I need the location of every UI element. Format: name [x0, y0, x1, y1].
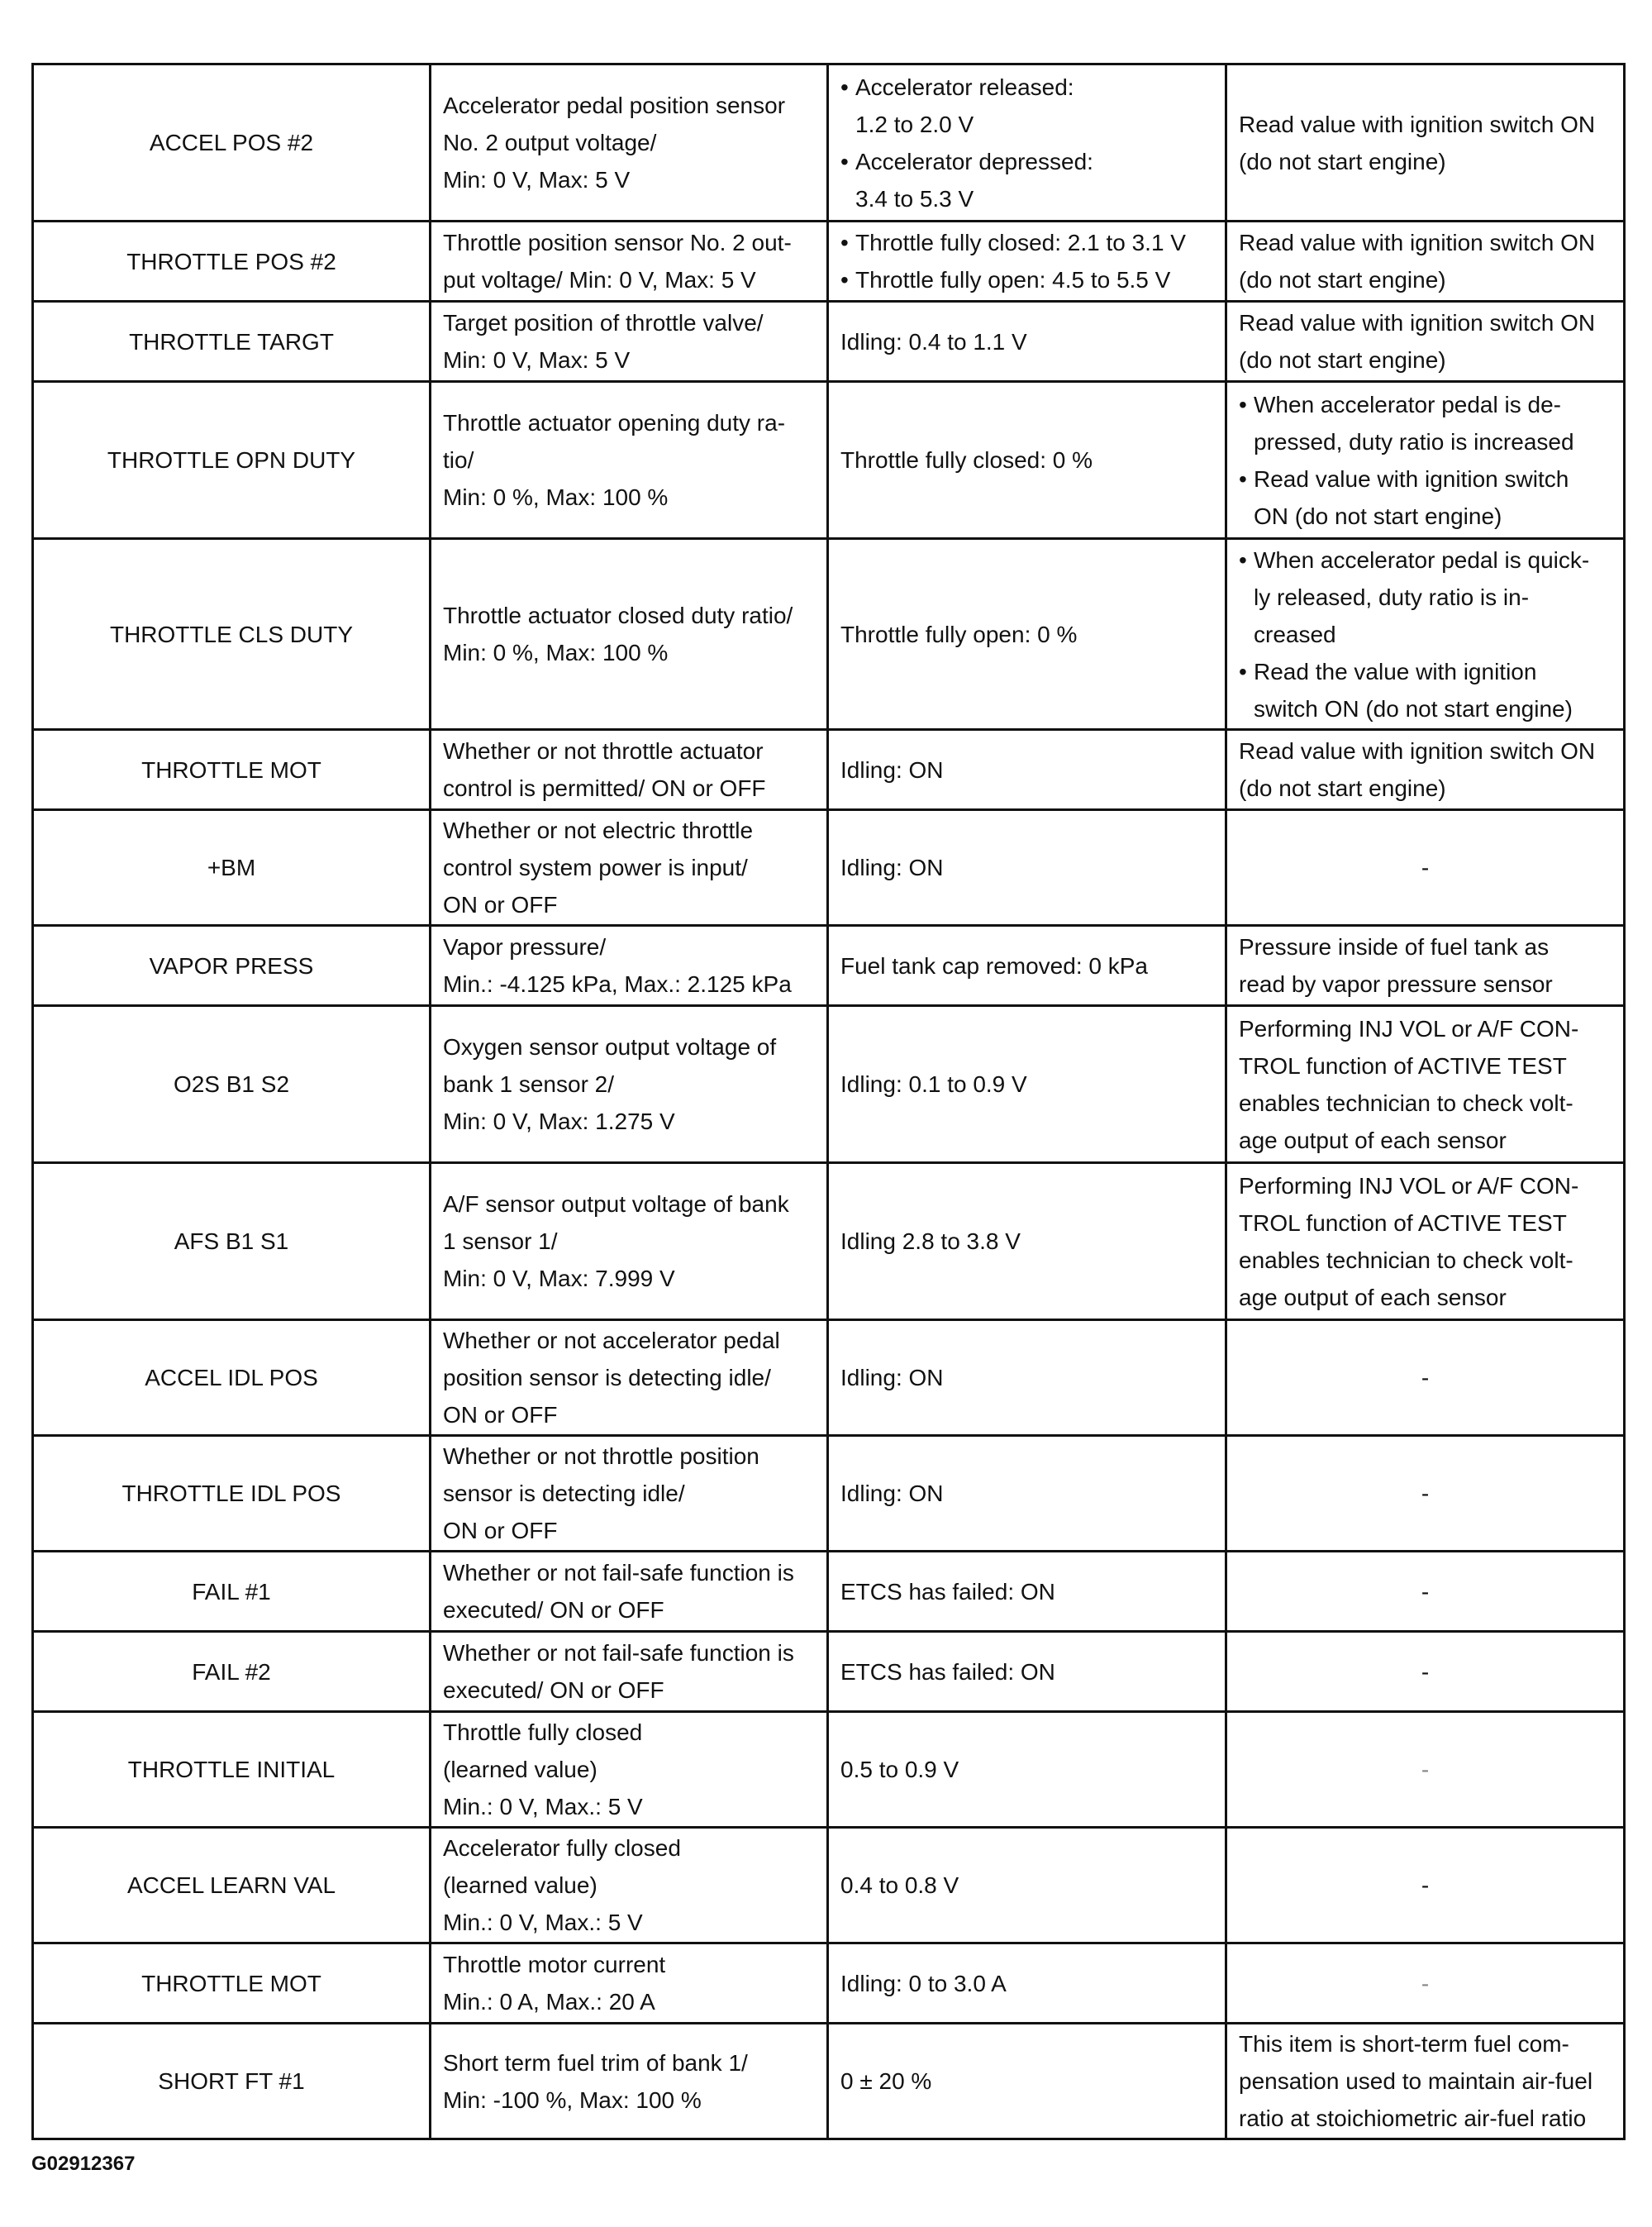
diagnostic-note-cell — [1226, 302, 1625, 382]
text-line: Idling: 0.1 to 0.9 V — [840, 1071, 1027, 1097]
text-line: 1 sensor 1/ — [443, 1228, 558, 1254]
condition-cell — [828, 64, 1226, 222]
item-cell: FAIL #1 — [33, 1552, 431, 1632]
bullet-icon: • — [1239, 546, 1247, 573]
text-line: Whether or not electric throttle — [443, 818, 754, 843]
text-line: Read value with ignition switch ON — [1239, 230, 1596, 255]
text-line: TROL function of ACTIVE TEST — [1239, 1052, 1567, 1079]
measurement-cell — [431, 1163, 828, 1320]
condition-cell — [828, 222, 1226, 302]
figure-id: G02912367 — [31, 2153, 136, 2175]
diagnostic-note-cell: - — [1226, 1436, 1625, 1552]
item-cell: THROTTLE OPN DUTY — [33, 382, 431, 539]
text-line: age output of each sensor — [1239, 1284, 1507, 1310]
condition-cell — [828, 539, 1226, 730]
text-line: ON or OFF — [443, 892, 558, 918]
text-line: pressed, duty ratio is increased — [1254, 428, 1574, 455]
text-line: Min: 0 %, Max: 100 % — [443, 640, 669, 665]
text-line: Target position of throttle valve/ — [443, 310, 764, 336]
table-row — [33, 810, 1625, 926]
item-cell: THROTTLE MOT — [33, 730, 431, 810]
bullet-item — [840, 69, 1213, 143]
text-line: Min: 0 %, Max: 100 % — [443, 484, 669, 510]
bullet-text — [855, 143, 1213, 217]
bullet-text — [1254, 460, 1612, 535]
text-line: pensation used to maintain air-fuel — [1239, 2068, 1593, 2094]
text-line: executed/ ON or OFF — [443, 1677, 664, 1703]
text-line: Short term fuel trim of bank 1/ — [443, 2049, 748, 2076]
diagnostic-note-cell: - — [1226, 810, 1625, 926]
diagnostic-note-cell — [1226, 1163, 1625, 1320]
item-cell: ACCEL IDL POS — [33, 1320, 431, 1436]
text-line: Idling: ON — [840, 1365, 944, 1390]
text-line: Throttle fully closed — [443, 1719, 643, 1745]
text-line: Throttle position sensor No. 2 out- — [443, 230, 792, 255]
item-cell: ACCEL POS #2 — [33, 64, 431, 222]
text-line: Fuel tank cap removed: 0 kPa — [840, 952, 1148, 979]
condition-cell — [828, 1320, 1226, 1436]
text-line: Idling: ON — [840, 855, 944, 880]
text-line: Accelerator depressed: — [855, 148, 1093, 174]
bullet-icon: • — [840, 74, 849, 100]
text-line: ratio at stoichiometric air-fuel ratio — [1239, 2105, 1587, 2131]
condition-cell — [828, 730, 1226, 810]
text-line: creased — [1254, 621, 1336, 647]
text-line: No. 2 output voltage/ — [443, 130, 657, 155]
item-cell: THROTTLE MOT — [33, 1943, 431, 2024]
text-line: This item is short-term fuel com- — [1239, 2031, 1569, 2057]
condition-cell — [828, 2024, 1226, 2139]
text-line: When accelerator pedal is de- — [1254, 391, 1561, 417]
text-line: Idling: ON — [840, 1481, 944, 1506]
bullet-text — [1254, 653, 1612, 727]
bullet-icon: • — [1239, 658, 1247, 684]
text-line: Min: 0 V, Max: 5 V — [443, 347, 631, 373]
condition-cell — [828, 1552, 1226, 1632]
measurement-cell — [431, 1828, 828, 1943]
text-line: ETCS has failed: ON — [840, 1578, 1055, 1605]
text-line: Min: 0 V, Max: 1.275 V — [443, 1109, 675, 1134]
table-row — [33, 2024, 1625, 2139]
data-list-table — [31, 63, 1626, 2140]
text-line: Throttle actuator opening duty ra- — [443, 410, 786, 436]
text-line: (learned value) — [443, 1872, 597, 1898]
measurement-cell — [431, 539, 828, 730]
text-line: control system power is input/ — [443, 855, 748, 880]
measurement-cell — [431, 810, 828, 926]
text-line: Whether or not fail-safe function is — [443, 1560, 794, 1586]
bullet-item — [840, 261, 1213, 298]
text-line: control is permitted/ ON or OFF — [443, 775, 766, 801]
item-cell: O2S B1 S2 — [33, 1006, 431, 1163]
text-line: Whether or not accelerator pedal — [443, 1328, 780, 1353]
bullet-text — [855, 69, 1213, 143]
bullet-text — [855, 224, 1213, 261]
table-row — [33, 1712, 1625, 1828]
bullet-item — [840, 143, 1213, 217]
measurement-cell — [431, 926, 828, 1006]
item-cell: THROTTLE TARGT — [33, 302, 431, 382]
text-line: 1.2 to 2.0 V — [855, 111, 974, 137]
measurement-cell — [431, 1712, 828, 1828]
diagnostic-note-cell: - — [1226, 1943, 1625, 2024]
text-line: executed/ ON or OFF — [443, 1597, 664, 1623]
text-line: Min: 0 V, Max: 7.999 V — [443, 1266, 675, 1291]
text-line: ly released, duty ratio is in- — [1254, 584, 1530, 610]
item-cell: THROTTLE INITIAL — [33, 1712, 431, 1828]
measurement-cell — [431, 64, 828, 222]
text-line: Throttle fully open: 4.5 to 5.5 V — [855, 267, 1171, 293]
item-cell: THROTTLE POS #2 — [33, 222, 431, 302]
text-line: A/F sensor output voltage of bank — [443, 1191, 789, 1217]
text-line: enables technician to check volt- — [1239, 1247, 1573, 1273]
condition-cell — [828, 1943, 1226, 2024]
measurement-cell — [431, 730, 828, 810]
table-row — [33, 1943, 1625, 2024]
measurement-cell — [431, 2024, 828, 2139]
measurement-cell — [431, 1006, 828, 1163]
diagnostic-note-cell — [1226, 382, 1625, 539]
measurement-cell — [431, 1943, 828, 2024]
bullet-text — [1254, 541, 1612, 653]
bullet-item — [1239, 460, 1612, 535]
measurement-cell — [431, 222, 828, 302]
condition-cell — [828, 1712, 1226, 1828]
diagnostic-note-cell — [1226, 539, 1625, 730]
table-row — [33, 539, 1625, 730]
text-line: read by vapor pressure sensor — [1239, 971, 1553, 997]
measurement-cell — [431, 302, 828, 382]
text-line: Pressure inside of fuel tank as — [1239, 934, 1550, 960]
table-row — [33, 1436, 1625, 1552]
text-line: position sensor is detecting idle/ — [443, 1365, 771, 1390]
item-cell: +BM — [33, 810, 431, 926]
table-row — [33, 64, 1625, 222]
text-line: (do not start engine) — [1239, 775, 1446, 801]
text-line: Accelerator pedal position sensor — [443, 93, 786, 118]
item-cell: THROTTLE IDL POS — [33, 1436, 431, 1552]
bullet-item — [1239, 653, 1612, 727]
text-line: TROL function of ACTIVE TEST — [1239, 1209, 1567, 1236]
table-row — [33, 1006, 1625, 1163]
item-cell: SHORT FT #1 — [33, 2024, 431, 2139]
measurement-cell — [431, 1632, 828, 1712]
text-line: Min: -100 %, Max: 100 % — [443, 2086, 702, 2113]
text-line: sensor is detecting idle/ — [443, 1481, 685, 1506]
text-line: Throttle actuator closed duty ratio/ — [443, 603, 793, 628]
text-line: Whether or not fail-safe function is — [443, 1640, 794, 1666]
text-line: (do not start engine) — [1239, 347, 1446, 373]
text-line: Idling: ON — [840, 756, 944, 783]
bullet-item — [840, 224, 1213, 261]
text-line: Performing INJ VOL or A/F CON- — [1239, 1172, 1579, 1199]
diagnostic-note-cell: - — [1226, 1320, 1625, 1436]
text-line: Min.: 0 A, Max.: 20 A — [443, 1989, 655, 2015]
text-line: ON or OFF — [443, 1518, 558, 1543]
text-line: Read value with ignition switch ON — [1239, 111, 1596, 137]
text-line: Read value with ignition switch ON — [1239, 738, 1596, 764]
condition-cell — [828, 1828, 1226, 1943]
condition-cell — [828, 302, 1226, 382]
text-line: Read value with ignition switch — [1254, 465, 1569, 492]
table-row — [33, 926, 1625, 1006]
diagnostic-note-cell: - — [1226, 1552, 1625, 1632]
text-line: Whether or not throttle position — [443, 1443, 759, 1469]
text-line: Accelerator fully closed — [443, 1835, 681, 1861]
text-line: ON or OFF — [443, 1402, 558, 1428]
text-line: Whether or not throttle actuator — [443, 738, 764, 764]
table-row — [33, 1552, 1625, 1632]
text-line: age output of each sensor — [1239, 1127, 1507, 1153]
condition-cell — [828, 1632, 1226, 1712]
condition-cell — [828, 810, 1226, 926]
item-cell: ACCEL LEARN VAL — [33, 1828, 431, 1943]
condition-cell — [828, 1006, 1226, 1163]
text-line: Throttle motor current — [443, 1952, 666, 1977]
text-line: put voltage/ Min: 0 V, Max: 5 V — [443, 267, 756, 293]
text-line: 3.4 to 5.3 V — [855, 185, 974, 212]
text-line: switch ON (do not start engine) — [1254, 695, 1573, 722]
text-line: Throttle fully open: 0 % — [840, 621, 1078, 647]
measurement-cell — [431, 1320, 828, 1436]
text-line: (learned value) — [443, 1757, 597, 1782]
bullet-icon: • — [840, 148, 849, 174]
data-list-table-container — [31, 63, 1623, 2140]
bullet-item — [1239, 386, 1612, 460]
table-row — [33, 382, 1625, 539]
bullet-text — [855, 261, 1213, 298]
diagnostic-note-cell — [1226, 2024, 1625, 2139]
text-line: Min: 0 V, Max: 5 V — [443, 167, 631, 193]
text-line: Oxygen sensor output voltage of — [443, 1034, 777, 1060]
condition-cell — [828, 1436, 1226, 1552]
text-line: 0.5 to 0.9 V — [840, 1757, 959, 1782]
text-line: Accelerator released: — [855, 74, 1074, 100]
diagnostic-note-cell: - — [1226, 1632, 1625, 1712]
bullet-text — [1254, 386, 1612, 460]
diagnostic-note-cell — [1226, 222, 1625, 302]
text-line: Read value with ignition switch ON — [1239, 310, 1596, 336]
text-line: ETCS has failed: ON — [840, 1658, 1055, 1685]
text-line: Throttle fully closed: 0 % — [840, 447, 1093, 473]
item-cell: VAPOR PRESS — [33, 926, 431, 1006]
item-cell: FAIL #2 — [33, 1632, 431, 1712]
condition-cell — [828, 382, 1226, 539]
measurement-cell — [431, 1436, 828, 1552]
text-line: Idling 2.8 to 3.8 V — [840, 1228, 1021, 1254]
condition-cell — [828, 926, 1226, 1006]
item-cell: THROTTLE CLS DUTY — [33, 539, 431, 730]
diagnostic-note-cell — [1226, 1006, 1625, 1163]
diagnostic-note-cell: - — [1226, 1828, 1625, 1943]
diagnostic-note-cell — [1226, 926, 1625, 1006]
item-cell: AFS B1 S1 — [33, 1163, 431, 1320]
table-row — [33, 222, 1625, 302]
text-line: Vapor pressure/ — [443, 934, 607, 960]
text-line: Performing INJ VOL or A/F CON- — [1239, 1015, 1579, 1042]
text-line: 0.4 to 0.8 V — [840, 1872, 959, 1898]
table-row — [33, 730, 1625, 810]
table-row — [33, 1632, 1625, 1712]
diagnostic-note-cell — [1226, 730, 1625, 810]
text-line: (do not start engine) — [1239, 267, 1446, 293]
bullet-item — [1239, 541, 1612, 653]
text-line: Throttle fully closed: 2.1 to 3.1 V — [855, 230, 1186, 255]
measurement-cell — [431, 382, 828, 539]
text-line: ON (do not start engine) — [1254, 503, 1502, 529]
measurement-cell — [431, 1552, 828, 1632]
table-row — [33, 1320, 1625, 1436]
table-row — [33, 302, 1625, 382]
text-line: Idling: 0.4 to 1.1 V — [840, 328, 1027, 355]
diagnostic-note-cell: - — [1226, 1712, 1625, 1828]
text-line: When accelerator pedal is quick- — [1254, 546, 1590, 573]
bullet-icon: • — [840, 230, 849, 255]
text-line: bank 1 sensor 2/ — [443, 1071, 615, 1097]
condition-cell — [828, 1163, 1226, 1320]
bullet-icon: • — [1239, 465, 1247, 492]
text-line: Read the value with ignition — [1254, 658, 1537, 684]
text-line: 0 ± 20 % — [840, 2068, 932, 2094]
text-line: enables technician to check volt- — [1239, 1090, 1573, 1116]
table-row — [33, 1163, 1625, 1320]
text-line: Min.: -4.125 kPa, Max.: 2.125 kPa — [443, 971, 792, 997]
text-line: Idling: 0 to 3.0 A — [840, 1970, 1007, 1996]
text-line: tio/ — [443, 447, 474, 473]
diagnostic-note-cell — [1226, 64, 1625, 222]
text-line: (do not start engine) — [1239, 148, 1446, 174]
text-line: Min.: 0 V, Max.: 5 V — [443, 1910, 643, 1935]
table-row — [33, 1828, 1625, 1943]
text-line: Min.: 0 V, Max.: 5 V — [443, 1794, 643, 1819]
bullet-icon: • — [1239, 391, 1247, 417]
bullet-icon: • — [840, 267, 849, 293]
table-body — [33, 64, 1625, 2139]
